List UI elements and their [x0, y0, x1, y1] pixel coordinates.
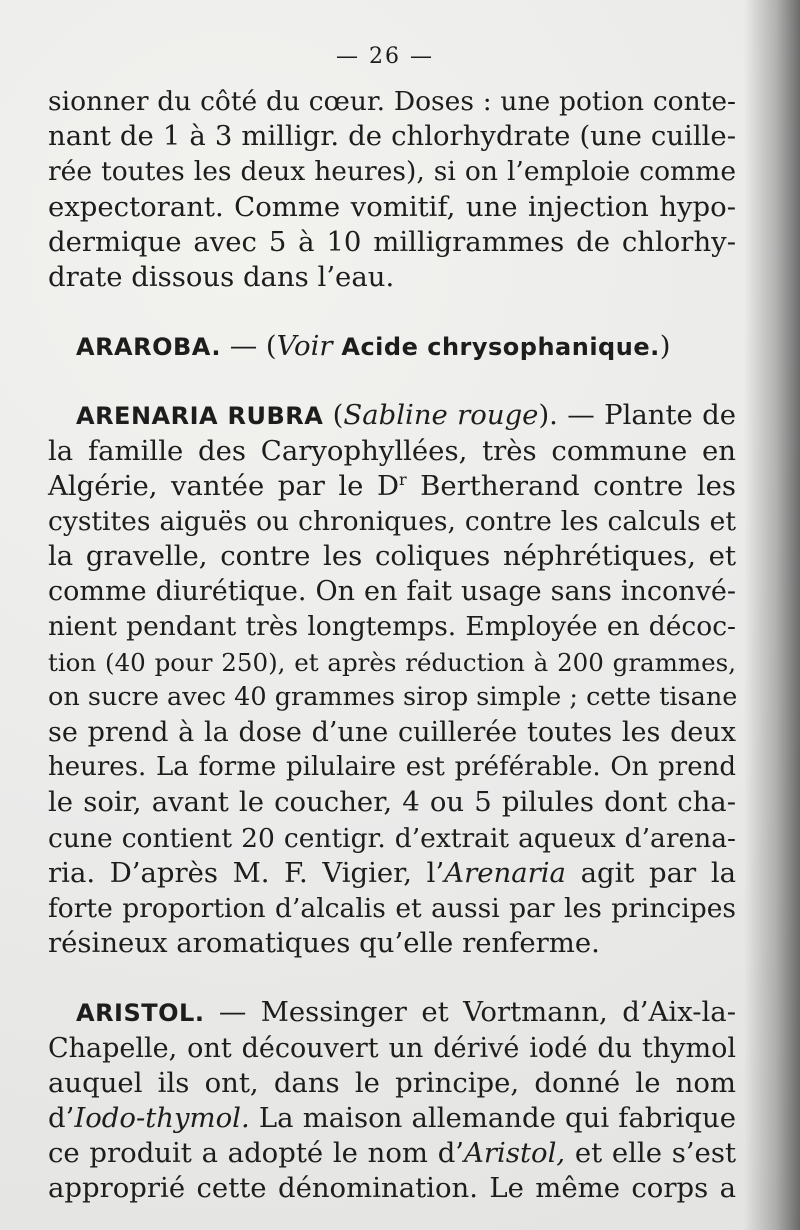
- paragraph-gap: [48, 364, 736, 398]
- paragraph-continuation: [48, 84, 736, 295]
- text-line: la gravelle, contre les coliques néphrétiques, et: [48, 540, 736, 573]
- text-line: drate dissous dans l’eau.: [48, 260, 395, 293]
- text-segment: Bertherand contre les: [406, 469, 736, 502]
- text-segment: Algérie, vantée par le D: [48, 469, 399, 502]
- text-segment: ria. D’après M. F. Vigier, l’: [48, 856, 445, 889]
- entry-text: ). — Plante de: [538, 399, 736, 432]
- italic-term: Aristol,: [464, 1137, 566, 1170]
- closing-paren: ): [659, 330, 671, 363]
- text-line: sionner du côté du cœur. Doses : une potion conte-: [48, 86, 736, 117]
- entry-heading-arenaria: ARENARIA RUBRA: [76, 402, 324, 431]
- text-line: cune contient 20 centigr. d’extrait aqueux d’arena-: [48, 822, 736, 854]
- text-line: expectorant. Comme vomitif, une injection hypo-: [48, 190, 736, 223]
- text-line: [48, 1101, 736, 1136]
- text-line: [48, 469, 736, 504]
- page-body: [48, 84, 736, 1206]
- text-line: comme diurétique. On en fait usage sans inconvé-: [48, 576, 736, 608]
- text-segment: et elle s’est: [565, 1137, 736, 1170]
- entry-line: [48, 995, 736, 1030]
- page-number: — 26 —: [336, 44, 434, 69]
- cross-reference: Acide chrysophanique.: [332, 333, 660, 362]
- text-line: nant de 1 à 3 milligr. de chlorhydrate (une cuille-: [48, 120, 736, 153]
- text-line: dermique avec 5 à 10 milligrammes de chlorhy-: [48, 225, 736, 258]
- text-segment: ce produit a adopté le nom d’: [48, 1137, 465, 1170]
- text-line: rée toutes les deux heures), si on l’emploie comme: [48, 156, 736, 188]
- entry-heading-aristol: ARISTOL.: [76, 999, 205, 1028]
- entry-aristol: [48, 995, 736, 1206]
- see-reference-label: Voir: [276, 330, 333, 363]
- text-line: approprié cette dénomination. Le même corps a: [48, 1172, 736, 1205]
- text-line: forte proportion d’alcalis et aussi par les principes: [48, 892, 736, 924]
- italic-term: Arenaria: [444, 856, 566, 889]
- text-line: le soir, avant le coucher, 4 ou 5 pilules dont cha-: [48, 786, 736, 819]
- paragraph-gap: [48, 961, 736, 995]
- italic-term: Iodo-thymol.: [74, 1101, 250, 1134]
- paragraph-gap: [48, 295, 736, 329]
- entry-line: [48, 398, 736, 433]
- text-line: tion (40 pour 250), et après réduction à 200 grammes,: [48, 647, 736, 677]
- text-line: résineux aromatiques qu’elle renferme.: [48, 927, 600, 960]
- entry-arenaria-rubra: [48, 398, 736, 961]
- entry-line: [48, 329, 736, 364]
- text-line: [48, 1136, 736, 1171]
- synonym-text: Sabline rouge: [343, 399, 539, 432]
- text-segment: d’: [48, 1101, 75, 1134]
- text-line: auquel ils ont, dans le principe, donné le nom: [48, 1066, 736, 1099]
- text-segment: agit par la: [565, 856, 737, 889]
- text-line: nient pendant très longtemps. Employée en décoc-: [48, 611, 736, 643]
- paren-open: (: [323, 399, 344, 432]
- entry-araroba: [48, 329, 736, 364]
- text-line: on sucre avec 40 grammes sirop simple ; cette tisane: [48, 681, 738, 712]
- entry-dash: — (: [220, 330, 277, 363]
- entry-text: — Messinger et Vortmann, d’Aix-la-: [204, 996, 736, 1029]
- superscript: r: [399, 469, 407, 489]
- text-line: cystites aiguës ou chroniques, contre les calculs et: [48, 505, 736, 537]
- text-line: la famille des Caryophyllées, très commune en: [48, 434, 736, 467]
- text-line: [48, 856, 736, 891]
- entry-heading-araroba: ARAROBA.: [76, 333, 221, 362]
- text-line: heures. La forme pilulaire est préférable. On prend: [48, 752, 736, 783]
- text-line: Chapelle, ont découvert un dérivé iodé du thymol: [48, 1032, 736, 1064]
- text-segment: La maison allemande qui fabrique: [249, 1101, 736, 1134]
- text-line: se prend à la dose d’une cuillerée toutes les deux: [48, 717, 736, 748]
